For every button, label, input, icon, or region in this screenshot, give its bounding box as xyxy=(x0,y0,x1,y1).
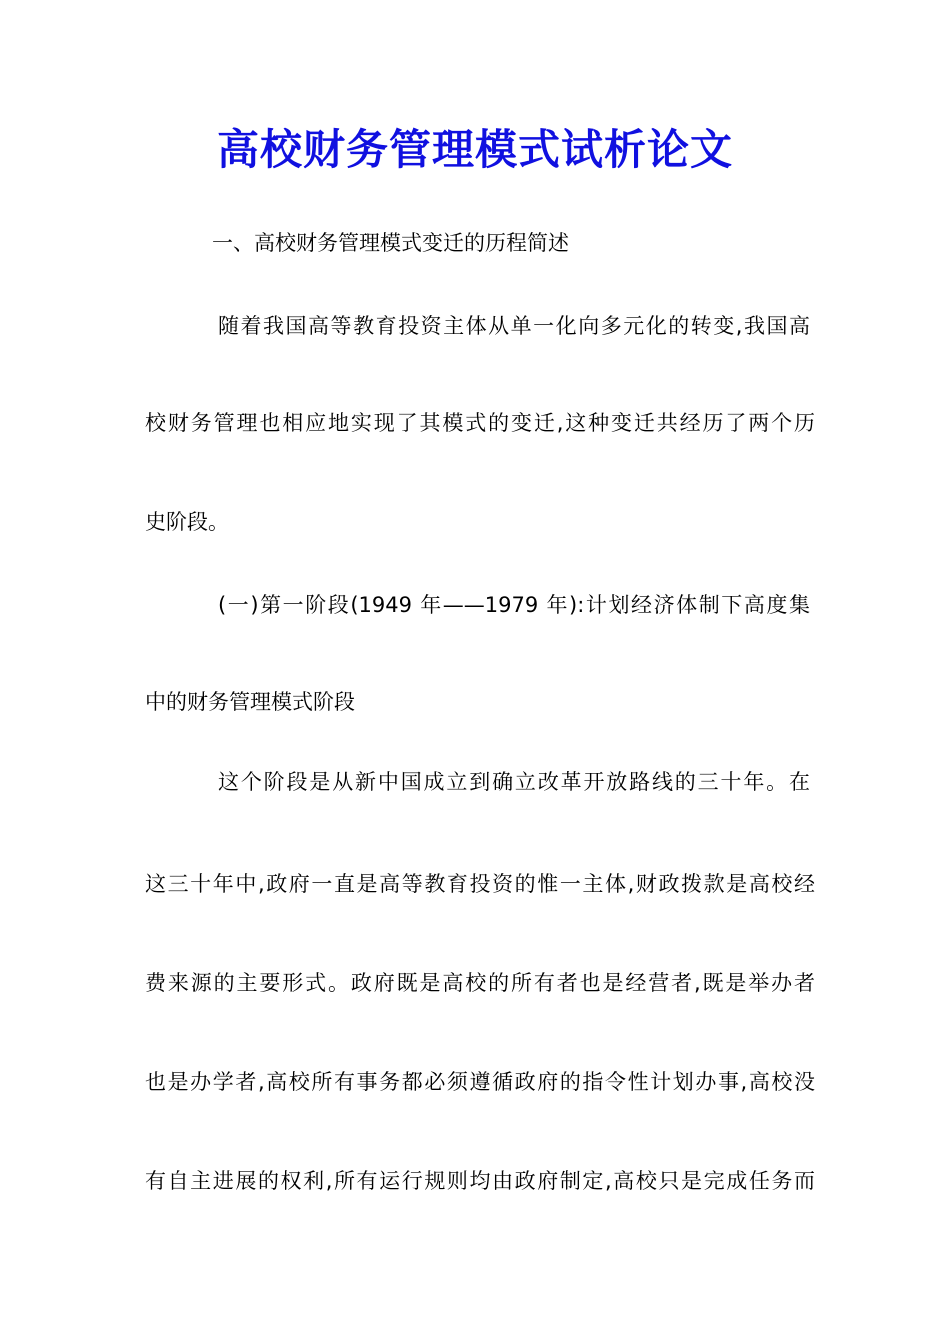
document-title: 高校财务管理模式试析论文 xyxy=(216,125,733,174)
subsection-heading: (一)第一阶段(1949 年——1979 年):计划经济体制下高度集 xyxy=(218,593,810,617)
paragraph-line: 费来源的主要形式。政府既是高校的所有者也是经营者,既是举办者 xyxy=(145,971,815,995)
paragraph-line: 这个阶段是从新中国成立到确立改革开放路线的三十年。在 xyxy=(218,770,810,794)
paragraph-line: 有自主进展的权利,所有运行规则均由政府制定,高校只是完成任务而 xyxy=(145,1169,815,1193)
paragraph-line: 也是办学者,高校所有事务都必须遵循政府的指令性计划办事,高校没 xyxy=(145,1070,815,1094)
paragraph-line: 校财务管理也相应地实现了其模式的变迁,这种变迁共经历了两个历 xyxy=(145,411,815,435)
paragraph-line: 随着我国高等教育投资主体从单一化向多元化的转变,我国高 xyxy=(218,314,810,338)
paragraph-line: 史阶段。 xyxy=(145,510,229,534)
paragraph-line: 这三十年中,政府一直是高等教育投资的惟一主体,财政拨款是高校经 xyxy=(145,872,815,896)
section-heading: 一、高校财务管理模式变迁的历程简述 xyxy=(212,231,569,255)
subsection-heading-continued: 中的财务管理模式阶段 xyxy=(145,690,355,714)
